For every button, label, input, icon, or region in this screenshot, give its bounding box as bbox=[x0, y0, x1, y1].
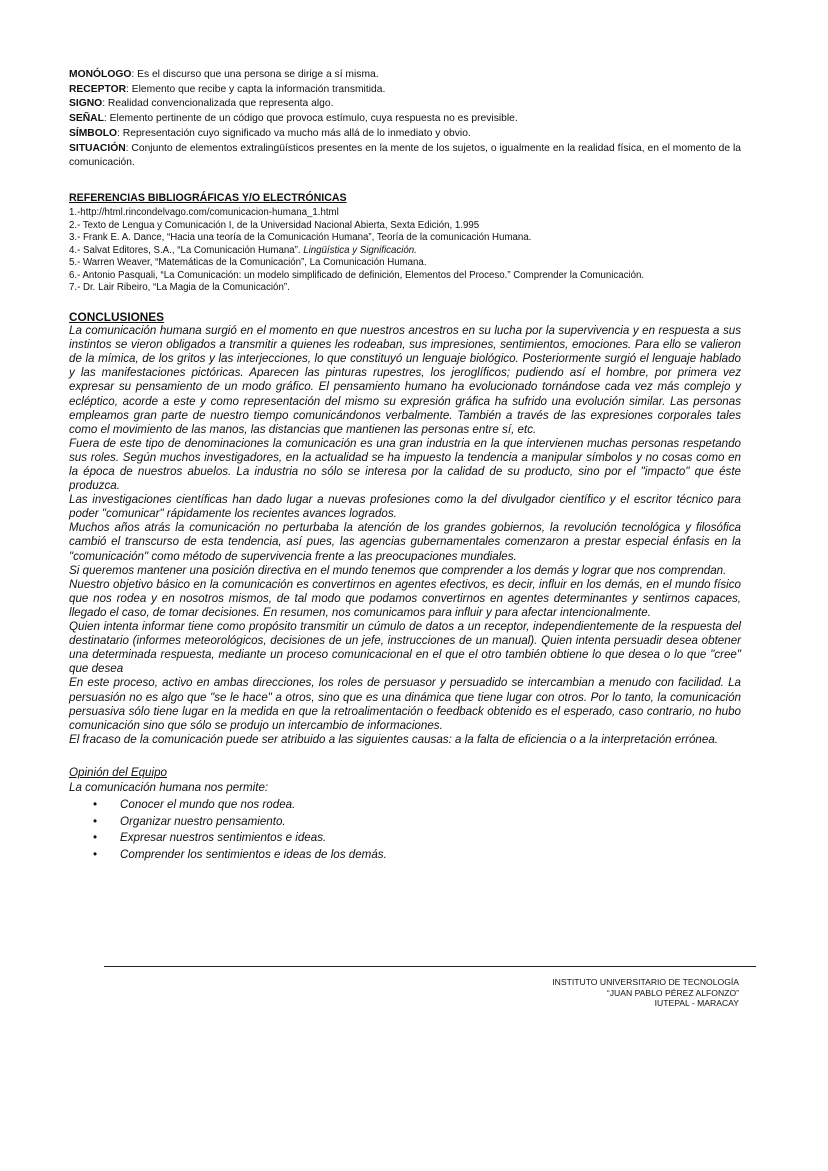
references-heading: REFERENCIAS BIBLIOGRÁFICAS Y/O ELECTRÓNICAS bbox=[69, 191, 347, 204]
conclusion-paragraph: Fuera de este tipo de denominaciones la comunicación es una gran industria en la que intervienen muchas personas respetando sus roles. Según muchos investigadores, en la actualidad se ha impuesto la tendencia a manipular símbolos y no cosas como en la época de nuestros abuelos. La industria no sólo se interesa por la calidad de su producto, sino por el "impacto" que éste produzca. bbox=[69, 436, 741, 493]
opinion-list bbox=[69, 797, 741, 864]
opinion-list-item: • Conocer el mundo que nos rodea. bbox=[69, 797, 741, 814]
conclusion-paragraph: El fracaso de la comunicación puede ser atribuido a las siguientes causas: a la falta de eficiencia o a la interpretación errónea. bbox=[69, 732, 718, 746]
reference-text: 2.- Texto de Lengua y Comunicación I, de la Universidad Nacional Abierta, Sexta Edición, 1.995 bbox=[69, 219, 480, 231]
footer-institution: INSTITUTO UNIVERSITARIO DE TECNOLOGÍA bbox=[552, 977, 739, 987]
definition-item bbox=[69, 127, 741, 142]
definition-term: SITUACIÓN bbox=[69, 142, 126, 154]
opinion-list-item: • Organizar nuestro pensamiento. bbox=[69, 814, 741, 831]
footer-location: IUTEPAL - MARACAY bbox=[654, 998, 739, 1009]
conclusion-paragraph: Si queremos mantener una posición directiva en el mundo tenemos que comprender a los demás y lograr que nos comprendan. bbox=[69, 563, 727, 577]
definition-item bbox=[69, 97, 741, 112]
conclusion-paragraph: En este proceso, activo en ambas direcciones, los roles de persuasor y persuadido se intercambian a menudo con facilidad. La persuasión no es algo que "se le hace" a otros, sino que es una dinámica que tiene lugar con otros. Por lo tanto, la comunicación persuasiva sólo tiene lugar en la medida en que la retroalimentación o feedback obtenido es el esperado, caso contrario, no hubo comunicación sino que sólo se produjo un intercambio de informaciones. bbox=[69, 676, 741, 732]
definition-term: SÍMBOLO bbox=[69, 127, 118, 139]
definitions-section bbox=[69, 68, 741, 171]
reference-item bbox=[69, 220, 741, 233]
footer bbox=[552, 977, 739, 1009]
definition-term: SIGNO bbox=[69, 98, 103, 110]
reference-item bbox=[69, 207, 741, 220]
definition-term: MONÓLOGO bbox=[69, 69, 132, 80]
definition-item bbox=[69, 68, 741, 83]
definition-term: SEÑAL bbox=[69, 113, 104, 125]
conclusion-paragraph: Las investigaciones científicas han dado lugar a nuevas profesiones como la del divulgador científico y el escritor técnico para poder "comunicar" rápidamente los recientes avances logrados. bbox=[69, 493, 741, 521]
footer-divider bbox=[104, 966, 756, 967]
reference-text: 6.- Antonio Pasquali, “La Comunicación: un modelo simplificado de definición, Elementos del Proceso.” Comprender la Comunicación. bbox=[69, 269, 645, 281]
definition-item bbox=[69, 83, 741, 98]
conclusions-heading: CONCLUSIONES bbox=[69, 310, 165, 325]
reference-item bbox=[69, 232, 741, 245]
opinion-list-item: • Expresar nuestros sentimientos e ideas. bbox=[69, 830, 741, 847]
definition-item bbox=[69, 112, 741, 127]
conclusion-paragraph: Muchos años atrás la comunicación no perturbaba la atención de los grandes gobiernos, la revolución tecnológica y filosófica cambió el transcurso de esta tendencia, así pues, las agencias gubernamentales comenzaron a prestar especial énfasis en la "comunicación" como método de supervivencia frente a las preocupaciones mundiales. bbox=[69, 521, 741, 563]
footer-name: “JUAN PABLO PÉREZ ALFONZO” bbox=[606, 987, 739, 998]
conclusion-paragraph: Quien intenta informar tiene como propósito transmitir un cúmulo de datos a un receptor, independientemente de la respuesta del destinatario (informes meteorológicos, decisiones de un jefe, instrucciones de un manual). Quien intenta persuadir desea obtener una determinada respuesta, mediante un proceso comunicacional en el que el otro también obtiene lo que desea o lo que "cree" que desea bbox=[69, 620, 741, 676]
opinion-heading: Opinión del Equipo bbox=[69, 765, 167, 779]
reference-item bbox=[69, 282, 741, 295]
conclusion-paragraph: La comunicación humana surgió en el momento en que nuestros ancestros en su lucha por la supervivencia y en respuesta a sus instintos se vieron obligados a transmitir a quienes les rodeaban, sus impresiones, sentimientos, emociones. Para ello se valieron de la mímica, de los gritos y las interjecciones, lo que constituyó un lenguaje biológico. Posteriormente surgió el lenguaje hablado y las manifestaciones pictóricas. Aparecen las pinturas rupestres, los jeroglíficos; pudiendo así el hombre, por primera vez expresar su pensamiento de un modo gráfico. El pensamiento humano ha evolucionado tornándose cada vez más complejo y ecléptico, acorde a este y como representación del mismo su expresión gráfica ha sufrido una evolución similar. Las personas empleamos gran parte de nuestro tiempo comunicándonos verbalmente. También a través de las expresiones corporales tales como el movimiento de las manos, las distancias que mantienen las personas entre sí, etc. bbox=[69, 324, 741, 436]
definition-text: : Representación cuyo significado va mucho más allá de lo inmediato y obvio. bbox=[117, 127, 471, 139]
reference-text: 3.- Frank E. A. Dance, “Hacia una teoría de la Comunicación Humana”, Teoría de la comunicación Humana. bbox=[69, 232, 532, 244]
reference-item bbox=[69, 257, 741, 270]
opinion-list-item: • Comprender los sentimientos e ideas de los demás. bbox=[69, 847, 741, 864]
definition-text: : Elemento que recibe y capta la información transmitida. bbox=[126, 83, 386, 95]
definition-item bbox=[69, 142, 741, 171]
references-list bbox=[69, 207, 741, 295]
reference-item bbox=[69, 245, 741, 258]
reference-item bbox=[69, 270, 741, 283]
definition-text: : Es el discurso que una persona se dirige a sí misma. bbox=[131, 69, 379, 80]
document-page bbox=[69, 68, 741, 864]
definition-text: : Conjunto de elementos extralingüísticos presentes en la mente de los sujetos, o igualmente en la realidad física, en el momento de la comunicación. bbox=[69, 142, 741, 169]
opinion-intro: La comunicación humana nos permite: bbox=[69, 780, 269, 794]
conclusions-section bbox=[69, 324, 741, 747]
definition-text: : Elemento pertinente de un código que provoca estímulo, cuya respuesta no es previsible. bbox=[103, 113, 518, 125]
reference-italic: Lingüística y Significación. bbox=[303, 244, 417, 256]
reference-text: 1.-http://html.rincondelvago.com/comunicacion-humana_1.html bbox=[69, 206, 339, 218]
reference-text: 7.- Dr. Lair Ribeiro, “La Magia de la Comunicación”. bbox=[69, 282, 290, 294]
reference-text: 5.- Warren Weaver, “Matemáticas de la Comunicación”, La Comunicación Humana. bbox=[69, 257, 427, 269]
conclusion-paragraph: Nuestro objetivo básico en la comunicación es convertirnos en agentes efectivos, es decir, influir en los demás, en el mundo físico que nos rodea y en nosotros mismos, de tal modo que podamos convertirnos en agentes determinantes y sentirnos capaces, llegado el caso, de tomar decisiones. En resumen, nos comunicamos para influir y para afectar intencionalmente. bbox=[69, 577, 741, 619]
definition-text: : Realidad convencionalizada que representa algo. bbox=[102, 98, 334, 110]
reference-text: 4.- Salvat Editores, S.A., “La Comunicación Humana”. bbox=[69, 244, 304, 256]
definition-term: RECEPTOR bbox=[69, 83, 127, 95]
